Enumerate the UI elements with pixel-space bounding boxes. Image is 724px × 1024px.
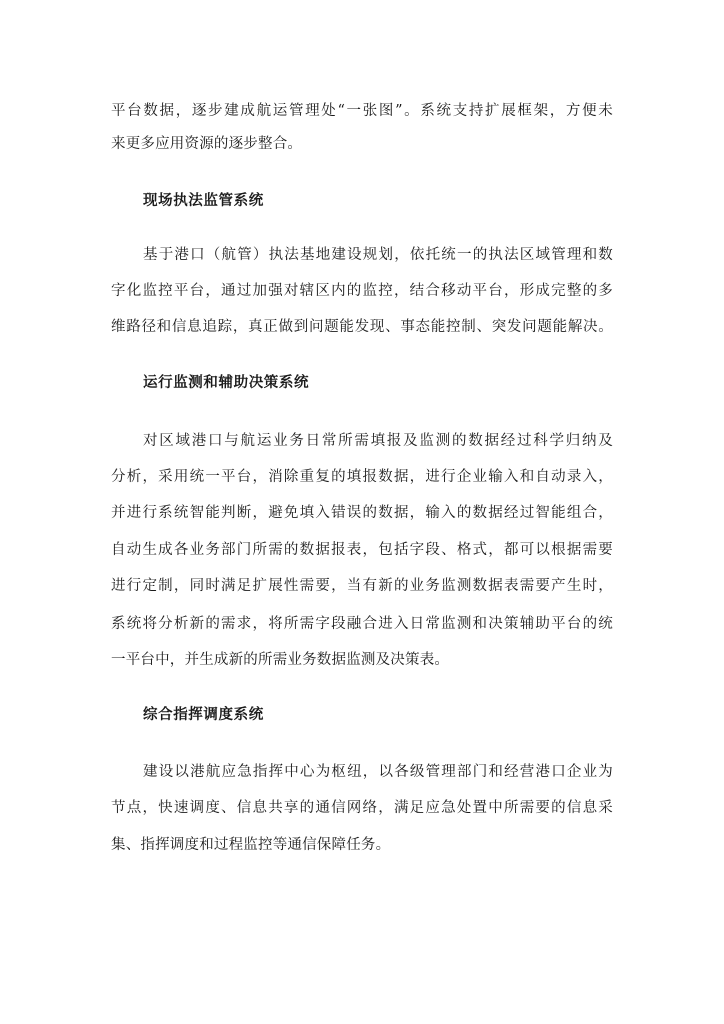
section3-line-3: 集、指挥调度和过程监控等通信保障任务。 xyxy=(111,837,391,853)
section1-line-3: 维路径和信息追踪，真正做到问题能发现、事态能控制、突发问题能解决。 xyxy=(111,319,613,335)
section1-line-2: 字化监控平台，通过加强对辖区内的监控，结合移动平台，形成完整的多 xyxy=(111,283,613,299)
section-heading-monitoring-decision: 运行监测和辅助决策系统 xyxy=(143,375,310,391)
section2-line-1: 对区域港口与航运业务日常所需填报及监测的数据经过科学归纳及 xyxy=(143,433,613,449)
paragraph-intro-line-2: 来更多应用资源的逐步整合。 xyxy=(111,136,303,152)
section3-line-1: 建设以港航应急指挥中心为枢纽，以各级管理部门和经营港口企业为 xyxy=(143,764,613,780)
section2-line-7: 一平台中，并生成新的所需业务数据监测及决策表。 xyxy=(111,652,450,668)
section2-line-6: 系统将分析新的需求，将所需字段融合进入日常监测和决策辅助平台的统 xyxy=(111,616,613,632)
section-heading-command-dispatch: 综合指挥调度系统 xyxy=(143,707,264,723)
section-heading-onsite-enforcement: 现场执法监管系统 xyxy=(143,193,264,209)
section1-line-1: 基于港口（航管）执法基地建设规划，依托统一的执法区域管理和数 xyxy=(143,247,613,263)
section2-line-2: 分析，采用统一平台，消除重复的填报数据，进行企业输入和自动录入， xyxy=(111,469,613,485)
section3-line-2: 节点，快速调度、信息共享的通信网络，满足应急处置中所需要的信息采 xyxy=(111,800,613,816)
section2-line-5: 进行定制，同时满足扩展性需要，当有新的业务监测数据表需要产生时， xyxy=(111,578,613,594)
section2-line-4: 自动生成各业务部门所需的数据报表，包括字段、格式，都可以根据需要 xyxy=(111,542,613,558)
paragraph-intro-line-1: 平台数据，逐步建成航运管理处“一张图”。系统支持扩展框架，方便未 xyxy=(111,103,613,119)
section2-line-3: 并进行系统智能判断，避免填入错误的数据，输入的数据经过智能组合， xyxy=(111,505,613,521)
